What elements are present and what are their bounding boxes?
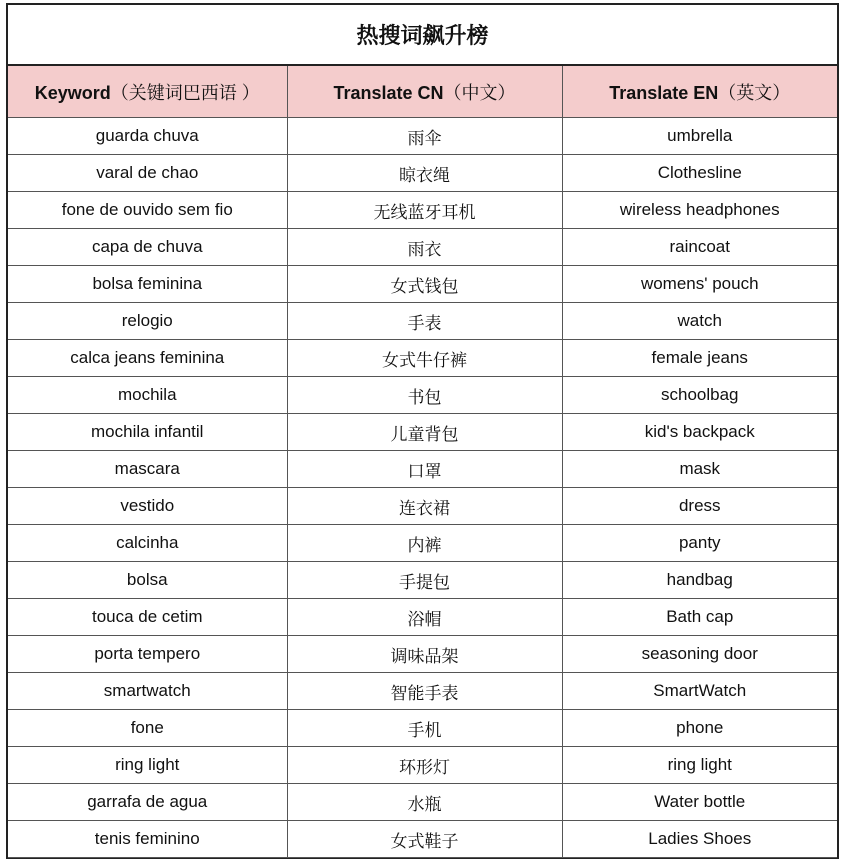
table-row [8, 525, 837, 562]
translate-en-cell: Ladies Shoes [562, 821, 837, 858]
keyword-cell: fone de ouvido sem fio [8, 192, 287, 229]
translate-en-cell: raincoat [562, 229, 837, 266]
table-row [8, 192, 837, 229]
keyword-cell: guarda chuva [8, 118, 287, 155]
table-row [8, 377, 837, 414]
translate-cn-cell: 书包 [287, 377, 562, 414]
keyword-cell: bolsa [8, 562, 287, 599]
table-row [8, 229, 837, 266]
translate-cn-cell: 水瓶 [287, 784, 562, 821]
keyword-cell: tenis feminino [8, 821, 287, 858]
translate-cn-cell: 儿童背包 [287, 414, 562, 451]
table-row [8, 636, 837, 673]
translate-cn-cell: 雨伞 [287, 118, 562, 155]
translate-en-cell: seasoning door [562, 636, 837, 673]
translate-cn-cell: 晾衣绳 [287, 155, 562, 192]
translate-cn-cell: 雨衣 [287, 229, 562, 266]
keyword-cell: bolsa feminina [8, 266, 287, 303]
translate-cn-cell: 浴帽 [287, 599, 562, 636]
translate-cn-cell: 手机 [287, 710, 562, 747]
keyword-cell: smartwatch [8, 673, 287, 710]
translate-cn-cell: 无线蓝牙耳机 [287, 192, 562, 229]
translate-cn-cell: 调味品架 [287, 636, 562, 673]
header-translate-en: Translate EN（英文） [562, 66, 837, 118]
translate-en-cell: handbag [562, 562, 837, 599]
translate-en-cell: SmartWatch [562, 673, 837, 710]
translate-en-cell: mask [562, 451, 837, 488]
keyword-cell: calca jeans feminina [8, 340, 287, 377]
table-row [8, 451, 837, 488]
table-row [8, 303, 837, 340]
translate-en-cell: kid's backpack [562, 414, 837, 451]
header-row [8, 66, 837, 118]
translate-en-cell: ring light [562, 747, 837, 784]
keyword-cell: capa de chuva [8, 229, 287, 266]
translate-en-cell: Water bottle [562, 784, 837, 821]
translate-en-cell: Clothesline [562, 155, 837, 192]
table-row [8, 118, 837, 155]
translate-en-cell: womens' pouch [562, 266, 837, 303]
translate-en-cell: wireless headphones [562, 192, 837, 229]
table-row [8, 155, 837, 192]
translate-en-cell: phone [562, 710, 837, 747]
table-row [8, 599, 837, 636]
translate-cn-cell: 口罩 [287, 451, 562, 488]
keyword-cell: porta tempero [8, 636, 287, 673]
translate-cn-cell: 环形灯 [287, 747, 562, 784]
keyword-table-sheet [6, 3, 839, 859]
translate-cn-cell: 智能手表 [287, 673, 562, 710]
translate-en-cell: panty [562, 525, 837, 562]
table-row [8, 340, 837, 377]
keyword-cell: garrafa de agua [8, 784, 287, 821]
table-row [8, 821, 837, 858]
table-row [8, 710, 837, 747]
translate-en-cell: dress [562, 488, 837, 525]
table-row [8, 747, 837, 784]
keyword-cell: mascara [8, 451, 287, 488]
keyword-cell: fone [8, 710, 287, 747]
table-row [8, 266, 837, 303]
table-row [8, 488, 837, 525]
translate-en-cell: female jeans [562, 340, 837, 377]
keyword-cell: vestido [8, 488, 287, 525]
table-row [8, 673, 837, 710]
keyword-table [8, 66, 837, 858]
keyword-cell: relogio [8, 303, 287, 340]
keyword-cell: touca de cetim [8, 599, 287, 636]
translate-en-cell: watch [562, 303, 837, 340]
translate-cn-cell: 内裤 [287, 525, 562, 562]
keyword-cell: ring light [8, 747, 287, 784]
keyword-cell: varal de chao [8, 155, 287, 192]
header-keyword: Keyword（关键词巴西语 ） [8, 66, 287, 118]
table-row [8, 414, 837, 451]
translate-cn-cell: 女式牛仔裤 [287, 340, 562, 377]
header-translate-cn: Translate CN（中文） [287, 66, 562, 118]
translate-cn-cell: 女式鞋子 [287, 821, 562, 858]
keyword-cell: mochila [8, 377, 287, 414]
translate-en-cell: Bath cap [562, 599, 837, 636]
table-title: 热搜词飙升榜 [8, 5, 837, 66]
table-row [8, 562, 837, 599]
keyword-cell: mochila infantil [8, 414, 287, 451]
translate-cn-cell: 手提包 [287, 562, 562, 599]
table-row [8, 784, 837, 821]
translate-en-cell: umbrella [562, 118, 837, 155]
keyword-cell: calcinha [8, 525, 287, 562]
translate-cn-cell: 手表 [287, 303, 562, 340]
translate-en-cell: schoolbag [562, 377, 837, 414]
translate-cn-cell: 女式钱包 [287, 266, 562, 303]
translate-cn-cell: 连衣裙 [287, 488, 562, 525]
